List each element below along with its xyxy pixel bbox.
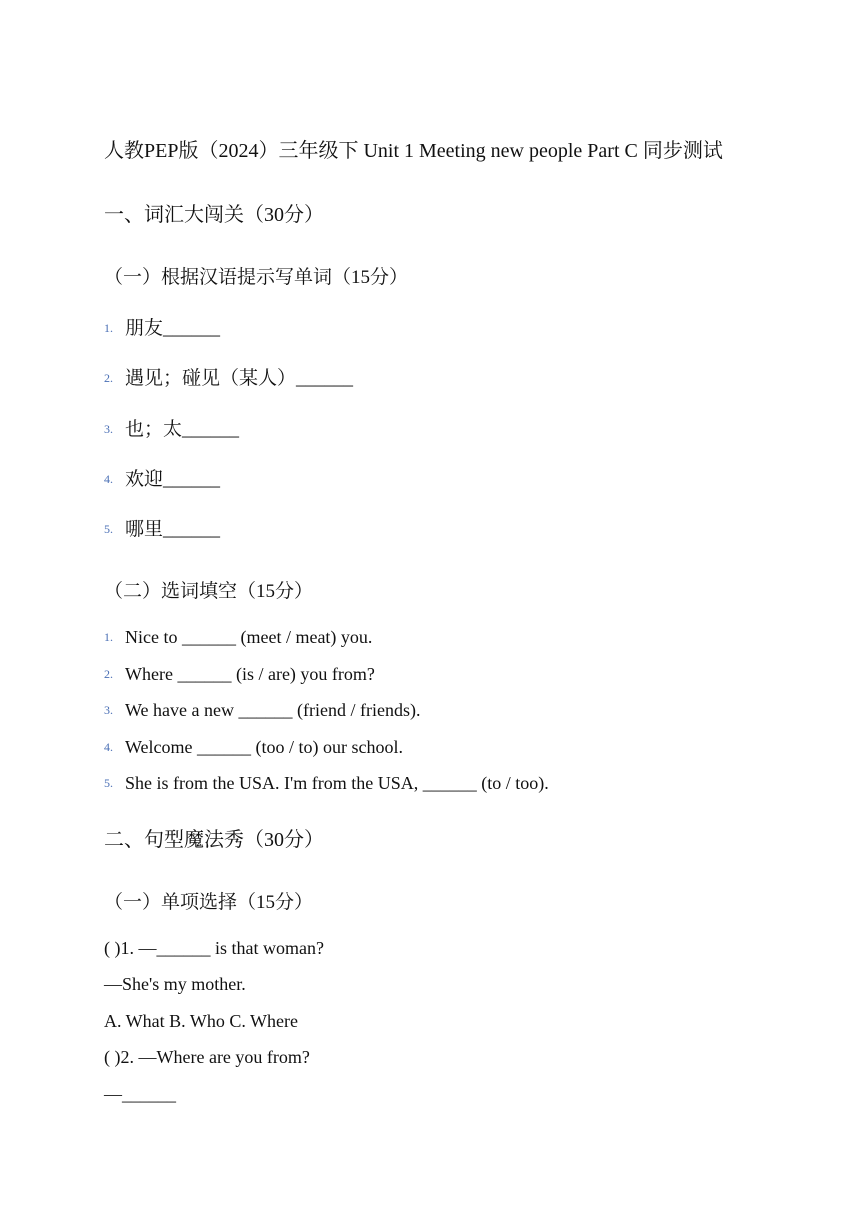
list-item bbox=[104, 369, 353, 388]
subsection-heading-choose-words: （二）选词填空（15分） bbox=[104, 581, 314, 602]
list-item bbox=[104, 701, 420, 720]
item-text: Nice to ______ (meet / meat) you. bbox=[125, 627, 373, 647]
question-line: ( )2. —Where are you from? bbox=[104, 1047, 310, 1067]
item-number: 4. bbox=[104, 472, 113, 486]
list-item bbox=[104, 520, 220, 539]
document-title: 人教PEP版（2024）三年级下 Unit 1 Meeting new people Part C 同步测试 bbox=[104, 140, 723, 162]
question-line: —______ bbox=[104, 1084, 176, 1104]
item-text: Where ______ (is / are) you from? bbox=[125, 664, 375, 684]
item-text: 哪里______ bbox=[125, 519, 221, 540]
subsection-heading-write-words: （一）根据汉语提示写单词（15分） bbox=[104, 267, 409, 288]
item-number: 5. bbox=[104, 776, 113, 790]
item-text: We have a new ______ (friend / friends). bbox=[125, 700, 421, 720]
question-options: A. What B. Who C. Where bbox=[104, 1011, 298, 1031]
list-item bbox=[104, 470, 220, 489]
list-item bbox=[104, 420, 239, 439]
item-number: 3. bbox=[104, 422, 113, 436]
item-number: 4. bbox=[104, 740, 113, 754]
item-number: 5. bbox=[104, 522, 113, 536]
item-text: 欢迎______ bbox=[125, 469, 221, 490]
item-number: 1. bbox=[104, 321, 113, 335]
item-number: 1. bbox=[104, 630, 113, 644]
item-text: Welcome ______ (too / to) our school. bbox=[125, 737, 403, 757]
section-heading-vocabulary: 一、词汇大闯关（30分） bbox=[104, 204, 324, 226]
list-item bbox=[104, 319, 220, 338]
item-text: 遇见；碰见（某人）______ bbox=[125, 368, 354, 389]
item-number: 2. bbox=[104, 371, 113, 385]
item-text: 也；太______ bbox=[125, 419, 240, 440]
item-number: 3. bbox=[104, 703, 113, 717]
item-text: 朋友______ bbox=[125, 318, 221, 339]
list-item bbox=[104, 738, 403, 757]
list-item bbox=[104, 774, 549, 793]
question-line: ( )1. —______ is that woman? bbox=[104, 938, 324, 958]
list-item bbox=[104, 628, 372, 647]
item-text: She is from the USA. I'm from the USA, ______ (to / too). bbox=[125, 773, 549, 793]
subsection-heading-multiple-choice: （一）单项选择（15分） bbox=[104, 892, 314, 913]
item-number: 2. bbox=[104, 667, 113, 681]
list-item bbox=[104, 665, 375, 684]
question-line: —She's my mother. bbox=[104, 974, 246, 994]
section-heading-sentences: 二、句型魔法秀（30分） bbox=[104, 829, 324, 851]
